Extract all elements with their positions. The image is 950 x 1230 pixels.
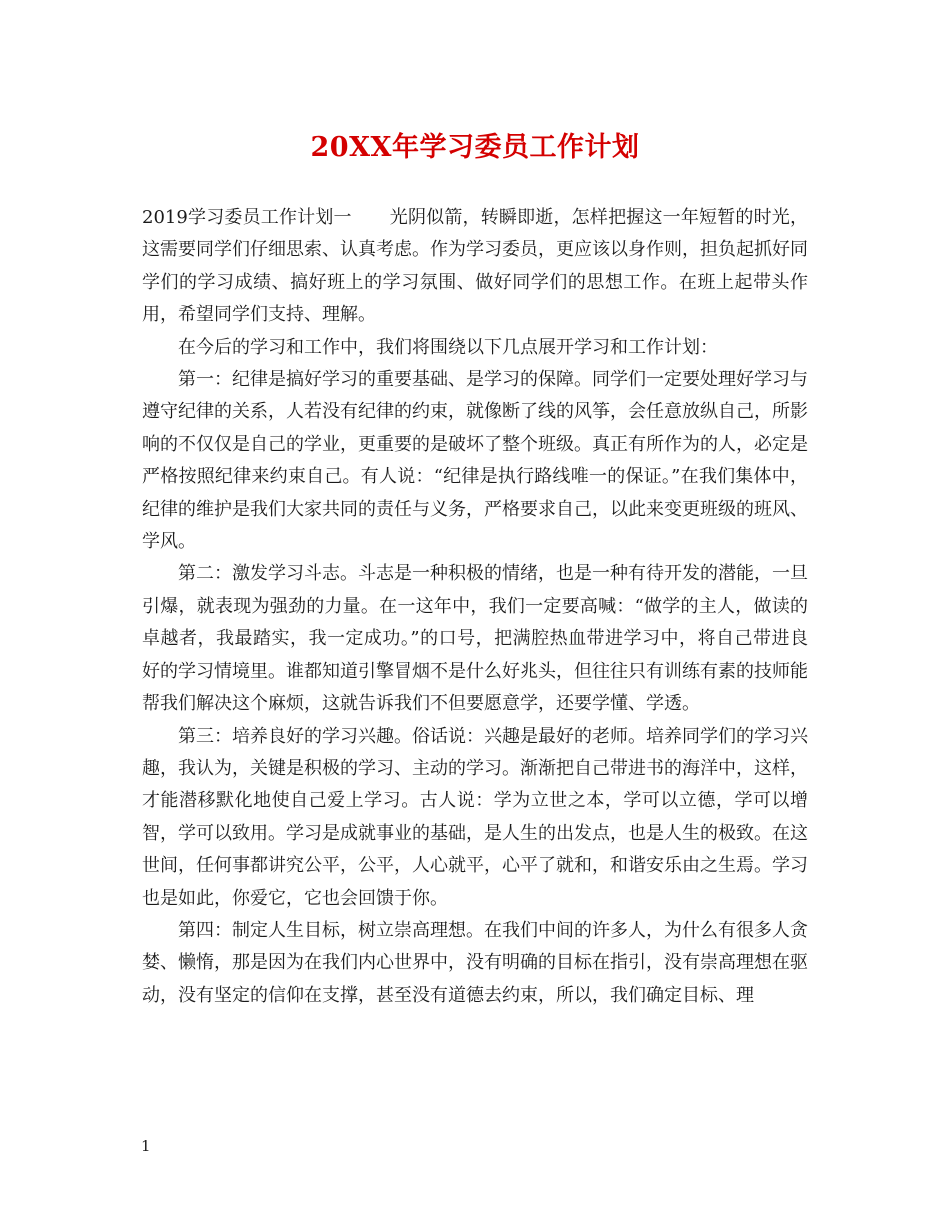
- document-body: [142, 202, 808, 1012]
- intro-label: 2019学习委员工作计划一: [142, 207, 352, 228]
- paragraph: 第一：纪律是搞好学习的重要基础、是学习的保障。同学们一定要处理好学习与遵守纪律的关系，人若没有纪律的约束，就像断了线的风筝，会任意放纵自己，所影响的不仅仅是自己的学业，更重要的是破坏了整个班级。真正有所作为的人，必定是严格按照纪律来约束自己。有人说：“纪律是执行路线唯一的保证。”在我们集体中，纪律的维护是我们大家共同的责任与义务，严格要求自己，以此来变更班级的班风、学风。: [142, 369, 808, 553]
- paragraph: 第四：制定人生目标，树立崇高理想。在我们中间的许多人，为什么有很多人贪婪、懒惰，那是因为在我们内心世界中，没有明确的目标在指引，没有崇高理想在驱动，没有坚定的信仰在支撑，甚至没有道德去约束，所以，我们确定目标、理: [142, 919, 808, 1006]
- document-title: 20XX年学习委员工作计划: [310, 132, 640, 163]
- paragraph: 在今后的学习和工作中，我们将围绕以下几点展开学习和工作计划：: [178, 336, 718, 358]
- paragraph: 第二：激发学习斗志。斗志是一种积极的情绪，也是一种有待开发的潜能，一旦引爆，就表现为强劲的力量。在一这年中，我们一定要高喊：“做学的主人，做读的卓越者，我最踏实，我一定成功。”的口号，把满腔热血带进学习中，将自己带进良好的学习情境里。谁都知道引擎冒烟不是什么好兆头，但往往只有训练有素的技师能帮我们解决这个麻烦，这就告诉我们不但要愿意学，还要学懂、学透。: [142, 563, 808, 715]
- paragraph-intro: [142, 202, 808, 332]
- paragraph-text: 光阴似箭，转瞬即逝，怎样把握这一年短暂的时光，这需要同学们仔细思索、认真考虑。作为学习委员，更应该以身作则，担负起抓好同学们的学习成绩、搞好班上的学习氛围、做好同学们的思想工作。在班上起带头作用，希望同学们支持、理解。: [142, 207, 809, 326]
- paragraph: 第三：培养良好的学习兴趣。俗话说：兴趣是最好的老师。培养同学们的学习兴趣，我认为，关键是积极的学习、主动的学习。渐渐把自己带进书的海洋中，这样，才能潜移默化地使自己爱上学习。古人说：学为立世之本，学可以立德，学可以增智，学可以致用。学习是成就事业的基础，是人生的出发点，也是人生的极致。在这世间，任何事都讲究公平，公平，人心就平，心平了就和，和谐安乐由之生焉。学习也是如此，你爱它，它也会回馈于你。: [142, 725, 808, 909]
- page-number: 1: [141, 1137, 151, 1155]
